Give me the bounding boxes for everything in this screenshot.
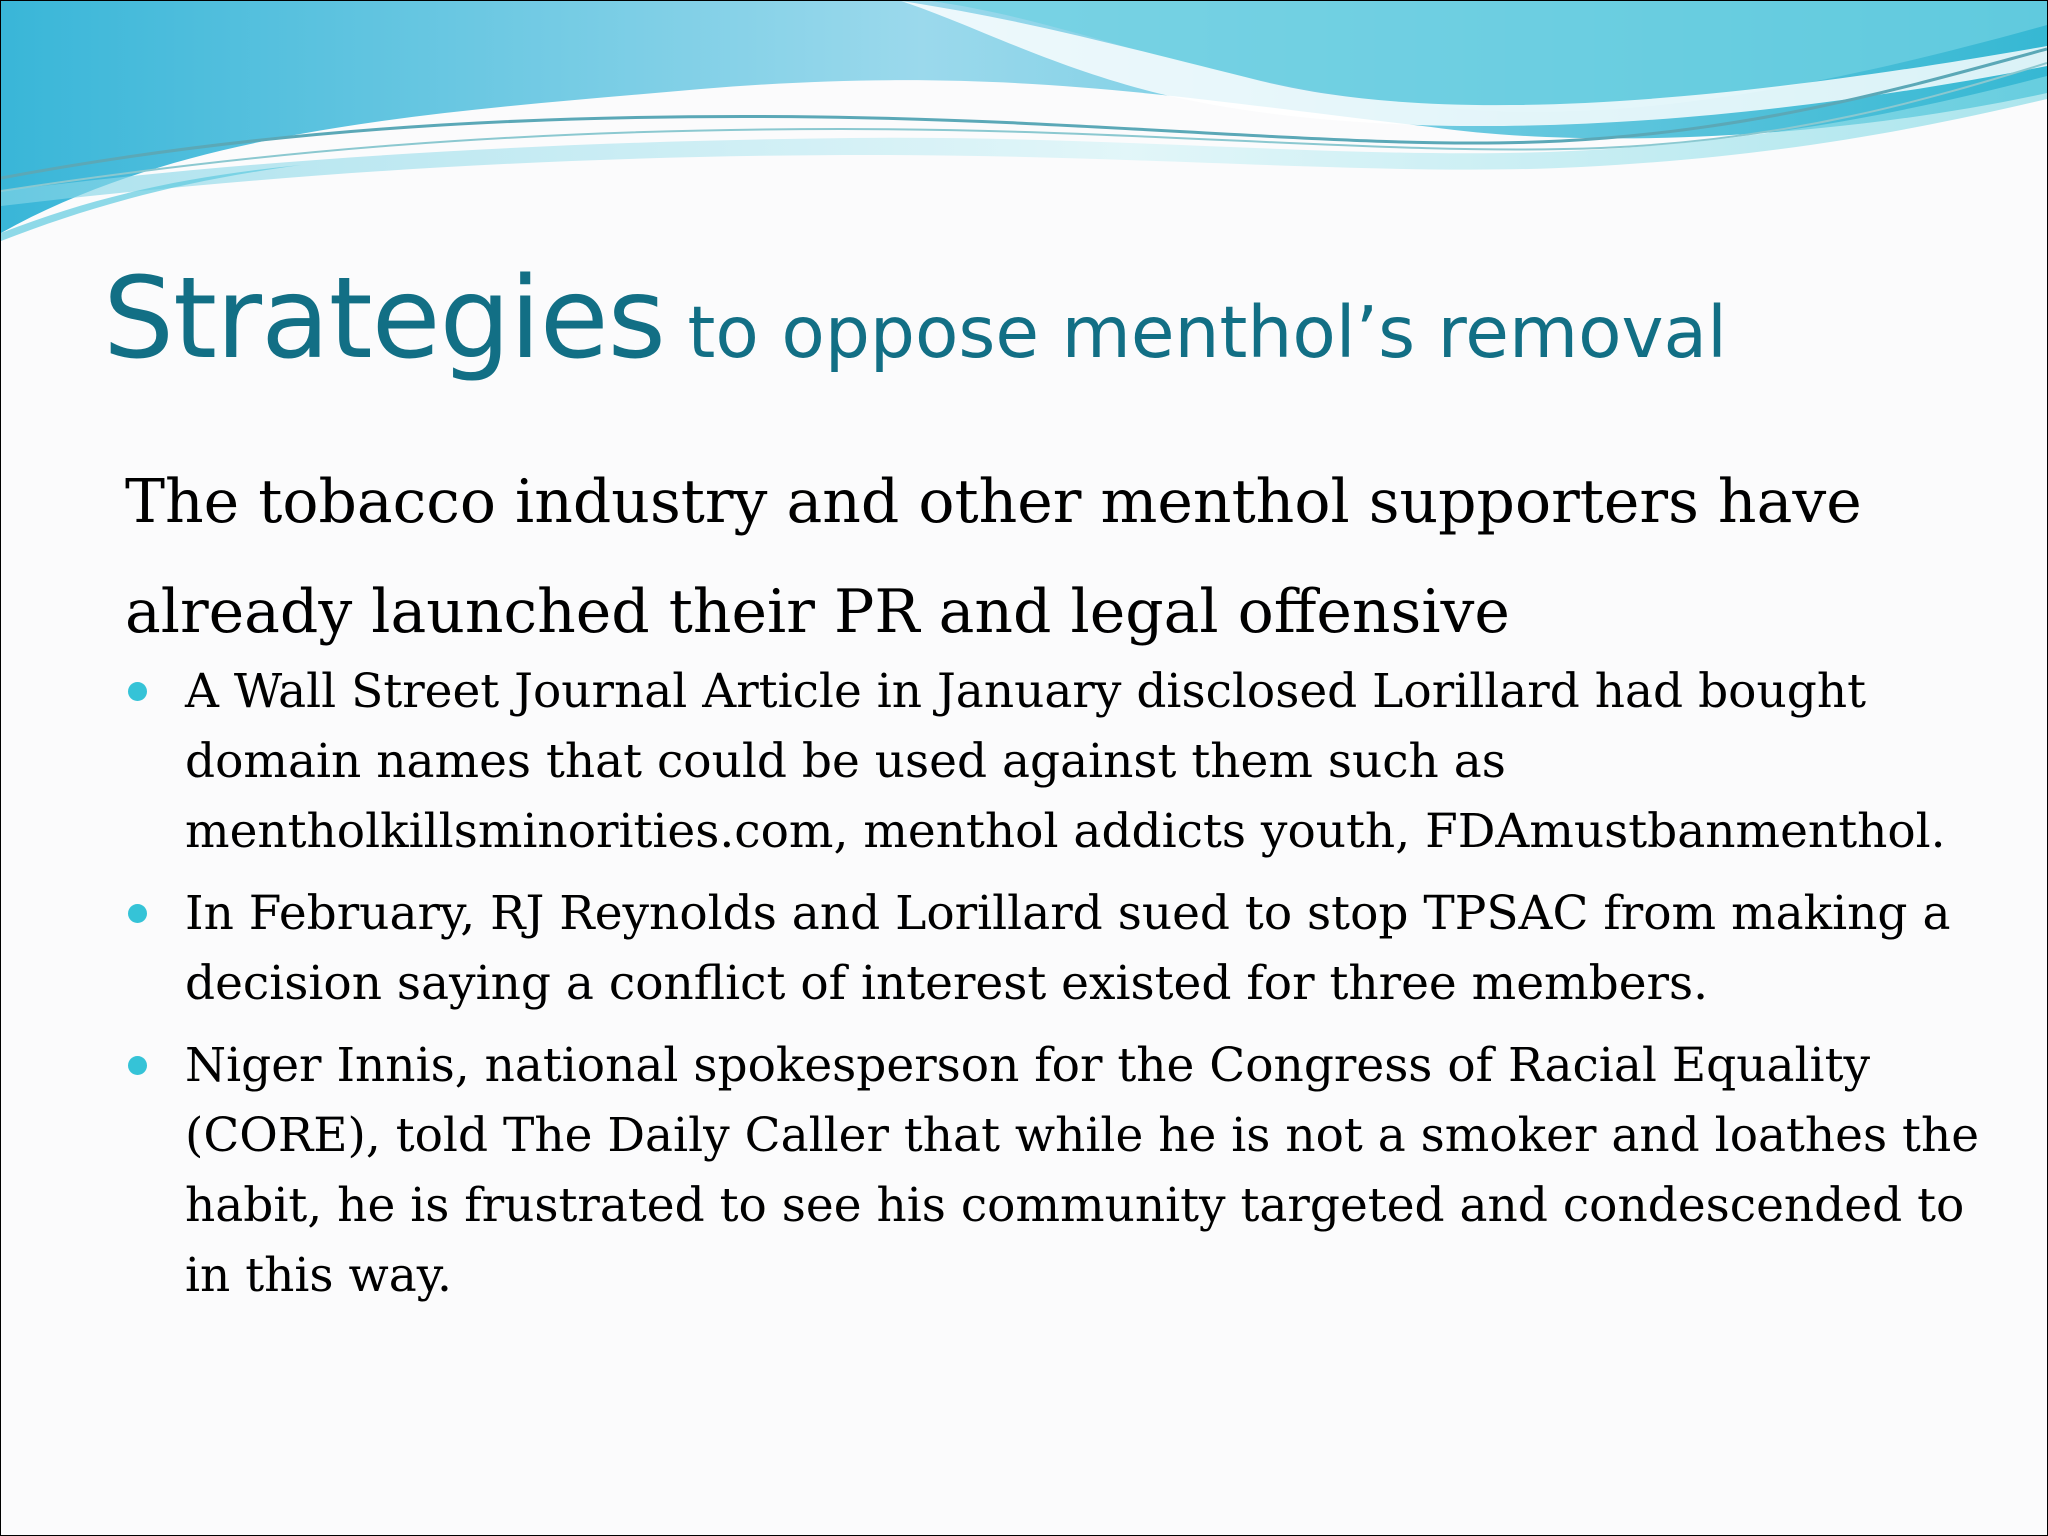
bullet-icon bbox=[128, 1056, 147, 1075]
bullet-icon bbox=[128, 904, 147, 923]
intro-statement: The tobacco industry and other menthol supporters have already launched their PR and legal offensive bbox=[125, 467, 1862, 647]
decorative-wave-banner bbox=[1, 1, 2047, 241]
bullet-item-core-spokesperson bbox=[125, 1031, 2005, 1311]
bullet-text: In February, RJ Reynolds and Lorillard sued to stop TPSAC from making a decision saying a conflict of interest existed for three members. bbox=[185, 886, 1951, 1011]
bullet-item-lawsuit bbox=[125, 879, 2005, 1019]
slide-title bbox=[103, 254, 1727, 384]
bullet-icon bbox=[128, 682, 147, 701]
bullet-list bbox=[125, 657, 2005, 1323]
bullet-text: A Wall Street Journal Article in January disclosed Lorillard had bought domain names that could be used against them such as mentholkillsminorities.com, menthol addicts youth, FDAmustbanmenthol. bbox=[185, 664, 1946, 859]
title-subtitle: to oppose menthol’s removal bbox=[664, 291, 1727, 374]
bullet-item-wall-street-journal bbox=[125, 657, 2005, 867]
bullet-text: Niger Innis, national spokesperson for the Congress of Racial Equality (CORE), told The Daily Caller that while he is not a smoker and loathes the habit, he is frustrated to see his community targeted and condescended to in this way. bbox=[185, 1038, 1980, 1303]
title-main: Strategies bbox=[103, 254, 665, 384]
